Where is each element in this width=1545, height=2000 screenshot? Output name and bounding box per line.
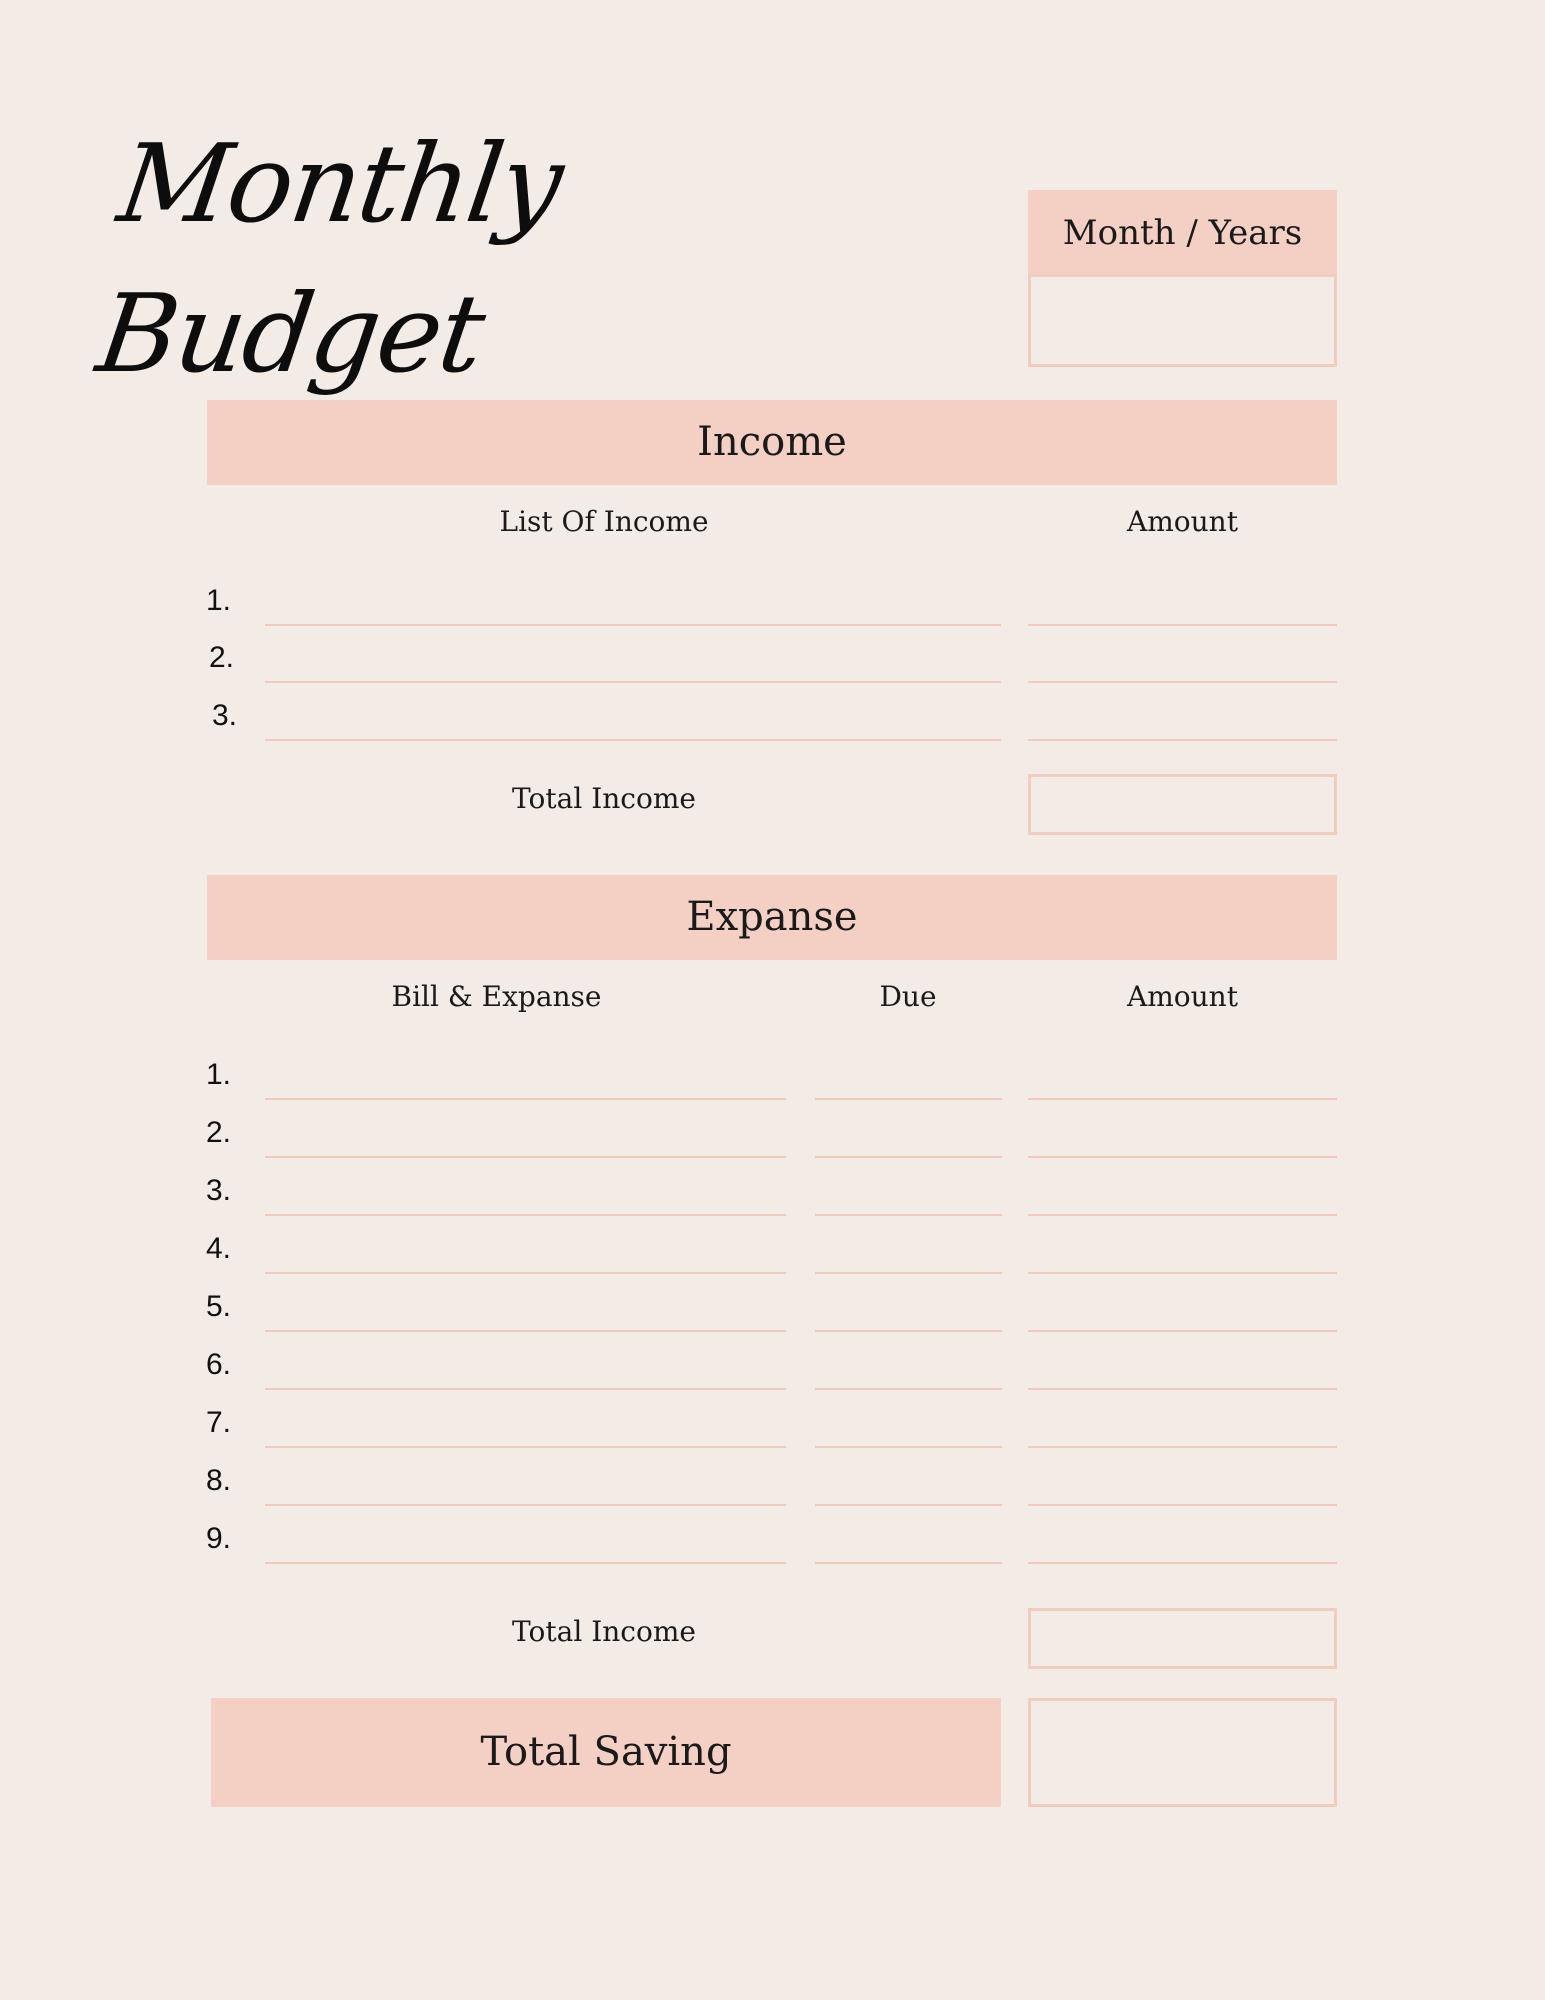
expense-bill-line[interactable]: [265, 1272, 786, 1274]
income-list-column-header: List Of Income: [499, 505, 709, 538]
total-saving-label: Total Saving: [211, 1698, 1001, 1807]
income-row-number: 3.: [212, 699, 238, 732]
income-amount-line[interactable]: [1028, 739, 1337, 741]
expense-due-line[interactable]: [815, 1214, 1002, 1216]
expense-amount-line[interactable]: [1028, 1330, 1337, 1332]
expense-row-number: 2.: [206, 1116, 232, 1149]
expense-row-number: 6.: [206, 1348, 232, 1381]
expense-amount-line[interactable]: [1028, 1214, 1337, 1216]
expense-due-line[interactable]: [815, 1562, 1002, 1564]
expense-amount-line[interactable]: [1028, 1098, 1337, 1100]
page-title: Monthly Budget: [90, 122, 569, 397]
expense-due-line[interactable]: [815, 1388, 1002, 1390]
expense-row-number: 7.: [206, 1406, 232, 1439]
income-total-field[interactable]: [1028, 774, 1337, 835]
expense-due-line[interactable]: [815, 1330, 1002, 1332]
expense-row-number: 5.: [206, 1290, 232, 1323]
expense-total-field[interactable]: [1028, 1608, 1337, 1669]
expense-row-number: 8.: [206, 1464, 232, 1497]
expense-bill-line[interactable]: [265, 1504, 786, 1506]
expense-due-line[interactable]: [815, 1156, 1002, 1158]
expense-amount-line[interactable]: [1028, 1446, 1337, 1448]
expense-bill-line[interactable]: [265, 1330, 786, 1332]
income-amount-line[interactable]: [1028, 624, 1337, 626]
expense-amount-column-header: Amount: [1127, 980, 1238, 1013]
expense-due-line[interactable]: [815, 1098, 1002, 1100]
expense-header: Expanse: [207, 875, 1337, 960]
expense-bill-line[interactable]: [265, 1098, 786, 1100]
expense-bill-line[interactable]: [265, 1156, 786, 1158]
expense-due-line[interactable]: [815, 1446, 1002, 1448]
income-row-number: 2.: [209, 641, 235, 674]
income-header: Income: [207, 400, 1337, 485]
expense-row-number: 3.: [206, 1174, 232, 1207]
expense-due-column-header: Due: [879, 980, 937, 1013]
income-amount-column-header: Amount: [1127, 505, 1238, 538]
total-saving-field[interactable]: [1028, 1698, 1337, 1807]
expense-bill-line[interactable]: [265, 1446, 786, 1448]
month-years-header: Month / Years: [1028, 190, 1337, 276]
expense-row-number: 9.: [206, 1522, 232, 1555]
expense-amount-line[interactable]: [1028, 1272, 1337, 1274]
income-row-number: 1.: [206, 584, 232, 617]
expense-amount-line[interactable]: [1028, 1388, 1337, 1390]
income-item-line[interactable]: [265, 624, 1001, 626]
expense-amount-line[interactable]: [1028, 1504, 1337, 1506]
expense-amount-line[interactable]: [1028, 1562, 1337, 1564]
expense-total-label: Total Income: [512, 1615, 696, 1648]
expense-bill-line[interactable]: [265, 1562, 786, 1564]
income-item-line[interactable]: [265, 681, 1001, 683]
month-years-field[interactable]: [1028, 274, 1337, 367]
income-amount-line[interactable]: [1028, 681, 1337, 683]
income-item-line[interactable]: [265, 739, 1001, 741]
expense-bill-line[interactable]: [265, 1214, 786, 1216]
income-total-label: Total Income: [512, 782, 696, 815]
expense-row-number: 4.: [206, 1232, 232, 1265]
expense-due-line[interactable]: [815, 1504, 1002, 1506]
expense-bill-line[interactable]: [265, 1388, 786, 1390]
expense-due-line[interactable]: [815, 1272, 1002, 1274]
expense-row-number: 1.: [206, 1058, 232, 1091]
expense-bill-column-header: Bill & Expanse: [391, 980, 602, 1013]
expense-amount-line[interactable]: [1028, 1156, 1337, 1158]
